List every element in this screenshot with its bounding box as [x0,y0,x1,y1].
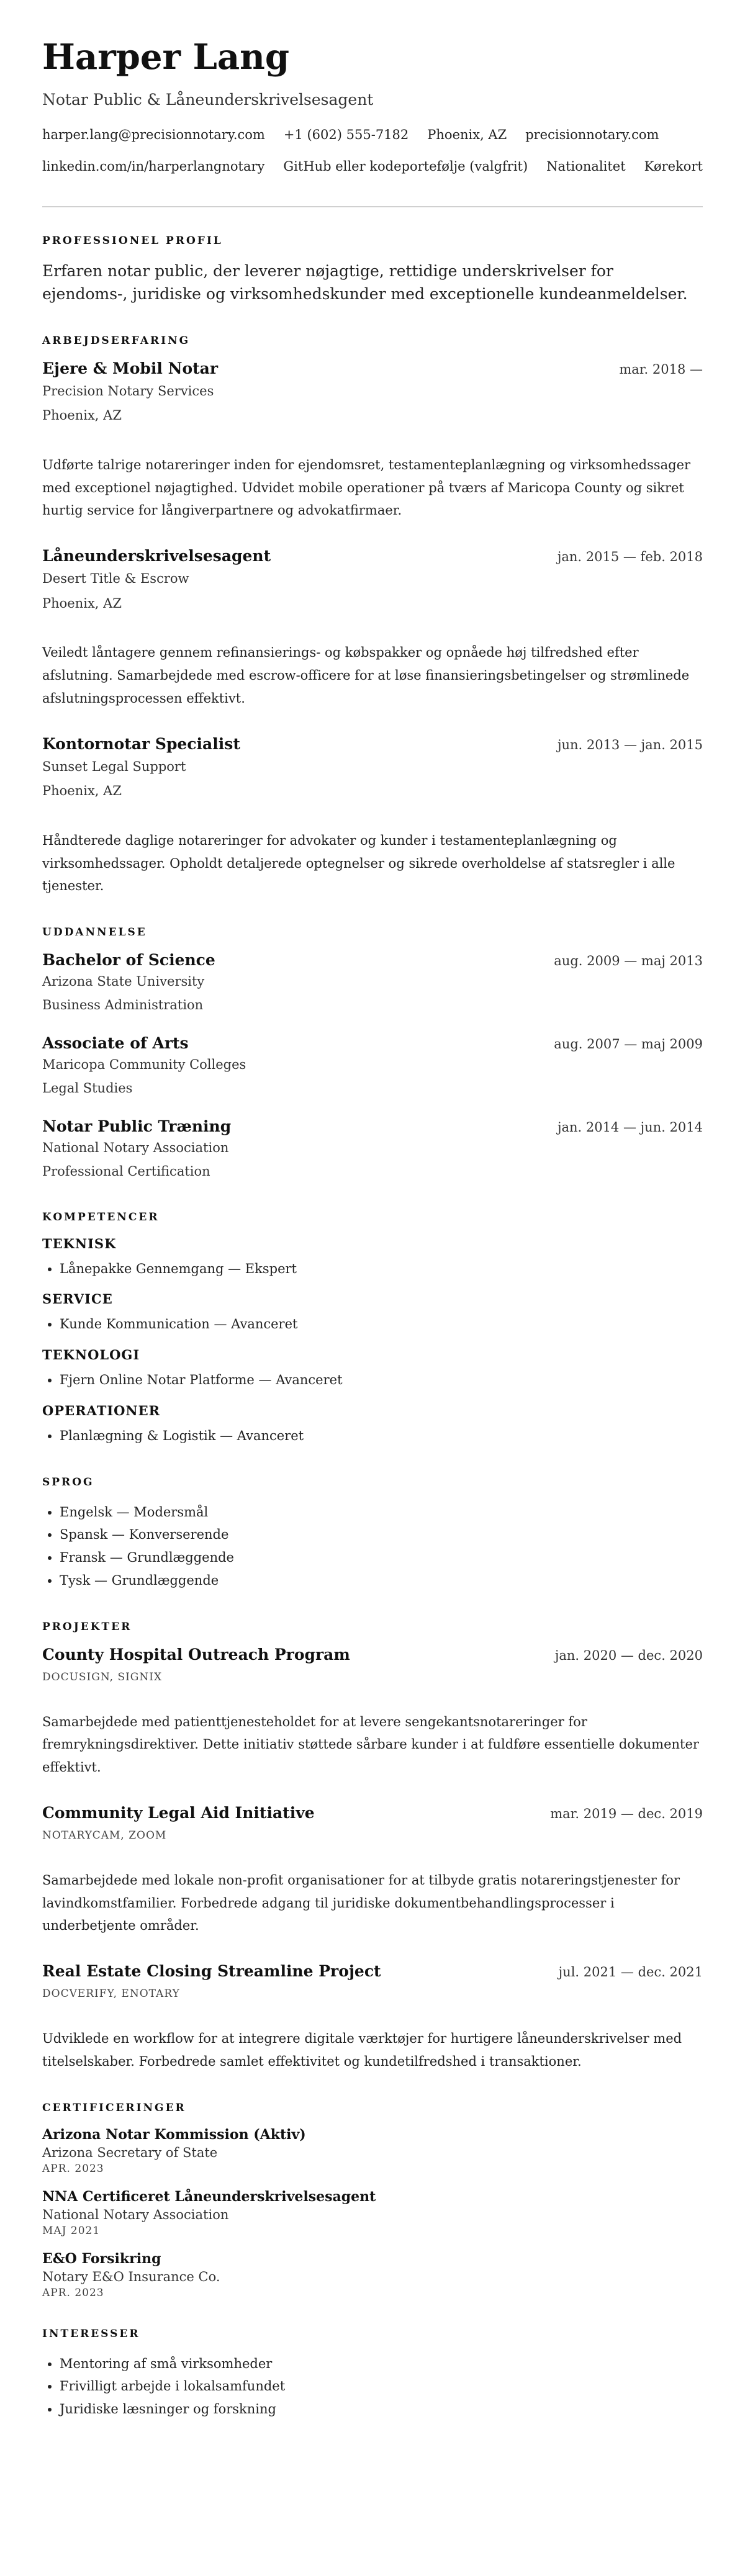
section-title: ARBEJDSERFARING [42,334,191,347]
job-location: Phoenix, AZ [42,408,122,423]
job-company: Desert Title & Escrow [42,571,189,587]
candidate-name: Harper Lang [42,37,290,78]
job-location: Phoenix, AZ [42,783,122,799]
job-dates: mar. 2018 — [619,361,703,377]
project-entry [42,1646,703,1779]
interest-item: • Frivilligt arbejde i lokalsamfundet [60,2375,703,2398]
job-title: Låneunderskrivelsesagent [42,547,271,565]
skill-list [42,1258,703,1281]
project-name: Real Estate Closing Streamline Project [42,1962,381,1981]
job-description: Veiledt låntagere gennem refinansierings- og købspakker og opnåede høj tilfredshed efter afslutning. Samarbejdede med escrow-officere for at løse finansieringsbetingelser og strømlinede afslutningsprocessen effektivt. [42,645,690,706]
language-list [42,1501,703,1592]
section-title: INTERESSER [42,2327,140,2340]
education-dates: aug. 2009 — maj 2013 [554,953,703,969]
study-field: Business Administration [42,997,204,1012]
contact-drivers-license: Kørekort [644,159,703,174]
degree-title: Bachelor of Science [42,951,215,970]
section-title: SPROG [42,1475,94,1488]
contact-phone[interactable]: +1 (602) 555-7182 [283,127,409,142]
resume-header [42,38,703,178]
experience-entry [42,359,703,522]
skill-list [42,1313,703,1336]
education-section [42,926,703,1182]
project-tools: DOCVERIFY, ENOTARY [42,1988,180,2001]
certification-name: NNA Certificeret Låneunderskrivelsesagent [42,2188,376,2205]
job-description: Udførte talrige notareringer inden for ejendomsret, testamenteplanlægning og virksomhedssager med exceptionel nøjagtighed. Udvidet mobile operationer på tværs af Maricopa County og sikret hurtig service for långiverpartnere og advokatfirmaer. [42,457,691,518]
education-entry [42,951,703,1016]
certification-issuer: Arizona Secretary of State [42,2145,218,2160]
certification-date: APR. 2023 [42,2162,104,2175]
contact-website[interactable]: precisionnotary.com [525,127,659,142]
project-description: Samarbejdede med patienttjenesteholdet for at levere sengekantsnotareringer for fremrykningsdirektiver. Dette initiativ støttede sårbare kunder i at fuldføre essentielle dokumenter effektivt. [42,1714,699,1775]
degree-title: Notar Public Træning [42,1117,232,1136]
header-divider [42,206,703,207]
profile-section [42,235,703,306]
language-item: • Tysk — Grundlæggende [60,1569,703,1592]
project-dates: jan. 2020 — dec. 2020 [554,1647,703,1663]
section-title: UDDANNELSE [42,926,147,939]
skill-category: SERVICE [42,1291,113,1307]
project-entry [42,1962,703,2073]
contact-github[interactable]: GitHub eller kodeportefølje (valgfrit) [283,159,528,174]
project-name: County Hospital Outreach Program [42,1645,350,1664]
job-company: Precision Notary Services [42,383,214,399]
job-title: Kontornotar Specialist [42,734,240,753]
project-entry [42,1804,703,1937]
certifications-section [42,2102,703,2299]
certification-name: E&O Forsikring [42,2250,161,2267]
degree-title: Associate of Arts [42,1034,189,1053]
language-item: • Fransk — Grundlæggende [60,1546,703,1569]
experience-entry [42,547,703,709]
experience-entry [42,735,703,898]
skill-item: • Lånepakke Gennemgang — Ekspert [60,1258,703,1281]
section-title: CERTIFICERINGER [42,2101,186,2114]
job-location: Phoenix, AZ [42,595,122,611]
candidate-headline: Notar Public & Låneunderskrivelsesagent [42,90,374,109]
project-tools: DOCUSIGN, SIGNIX [42,1670,163,1683]
certification-entry [42,2189,703,2237]
education-entry [42,1034,703,1099]
job-dates: jan. 2015 — feb. 2018 [557,549,703,565]
skill-category: TEKNOLOGI [42,1347,140,1363]
project-tools: NOTARYCAM, ZOOM [42,1829,167,1842]
language-item: • Engelsk — Modersmål [60,1501,703,1524]
education-entry [42,1117,703,1182]
interest-item: • Juridiske læsninger og forskning [60,2398,703,2421]
school-name: National Notary Association [42,1140,229,1156]
skill-category: OPERATIONER [42,1402,161,1418]
section-title: KOMPETENCER [42,1210,160,1223]
project-description: Udviklede en workflow for at integrere digitale værktøjer for hurtigere låneunderskrivelser med titelselskaber. Forbedrede samlet effektivitet og kundetilfredshed i transaktioner. [42,2031,682,2069]
skill-item: • Fjern Online Notar Platforme — Avanceret [60,1369,703,1392]
study-field: Legal Studies [42,1080,133,1096]
interest-item: • Mentoring af små virksomheder [60,2353,703,2376]
certification-date: APR. 2023 [42,2286,104,2299]
certification-name: Arizona Notar Kommission (Aktiv) [42,2126,306,2143]
project-name: Community Legal Aid Initiative [42,1803,315,1822]
experience-section [42,335,703,898]
skill-item: • Kunde Kommunication — Avanceret [60,1313,703,1336]
contact-list [42,125,703,178]
profile-summary: Erfaren notar public, der leverer nøjagtige, rettidige underskrivelser for ejendoms-, juridiske og virksomhedskunder med exceptionelle kundeanmeldelser. [42,261,688,304]
languages-section [42,1476,703,1592]
language-item: • Spansk — Konverserende [60,1523,703,1546]
skill-list [42,1425,703,1448]
school-name: Arizona State University [42,974,205,989]
interest-list [42,2353,703,2421]
skills-section [42,1211,703,1448]
project-dates: mar. 2019 — dec. 2019 [550,1806,703,1821]
contact-email[interactable]: harper.lang@precisionnotary.com [42,127,265,142]
certification-entry [42,2127,703,2175]
interests-section [42,2328,703,2421]
contact-linkedin[interactable]: linkedin.com/in/harperlangnotary [42,159,265,174]
project-description: Samarbejdede med lokale non-profit organisationer for at tilbyde gratis notareringstjenester for lavindkomstfamilier. Forbedrede adgang til juridiske dokumentbehandlingsprocesser i underbetjente områder. [42,1872,680,1934]
project-dates: jul. 2021 — dec. 2021 [558,1965,703,1980]
skill-category: TEKNISK [42,1235,117,1251]
certification-issuer: National Notary Association [42,2207,229,2222]
projects-section [42,1621,703,2073]
certification-issuer: Notary E&O Insurance Co. [42,2269,220,2284]
skill-list [42,1369,703,1392]
study-field: Professional Certification [42,1164,210,1179]
education-dates: aug. 2007 — maj 2009 [554,1037,703,1052]
skill-item: • Planlægning & Logistik — Avanceret [60,1425,703,1448]
school-name: Maricopa Community Colleges [42,1057,246,1073]
certification-date: MAJ 2021 [42,2224,101,2237]
contact-nationality: Nationalitet [546,159,626,174]
job-dates: jun. 2013 — jan. 2015 [557,737,703,752]
section-title: PROJEKTER [42,1620,132,1633]
job-description: Håndterede daglige notareringer for advokater og kunder i testamenteplanlægning og virksomhedssager. Opholdt detaljerede optegnelser og sikrede overholdelse af statsregler i alle tjenester. [42,832,675,894]
section-title: PROFESSIONEL PROFIL [42,234,223,247]
job-title: Ejere & Mobil Notar [42,359,219,377]
job-company: Sunset Legal Support [42,759,186,774]
certification-entry [42,2251,703,2299]
education-dates: jan. 2014 — jun. 2014 [557,1120,703,1135]
contact-location: Phoenix, AZ [427,127,507,142]
